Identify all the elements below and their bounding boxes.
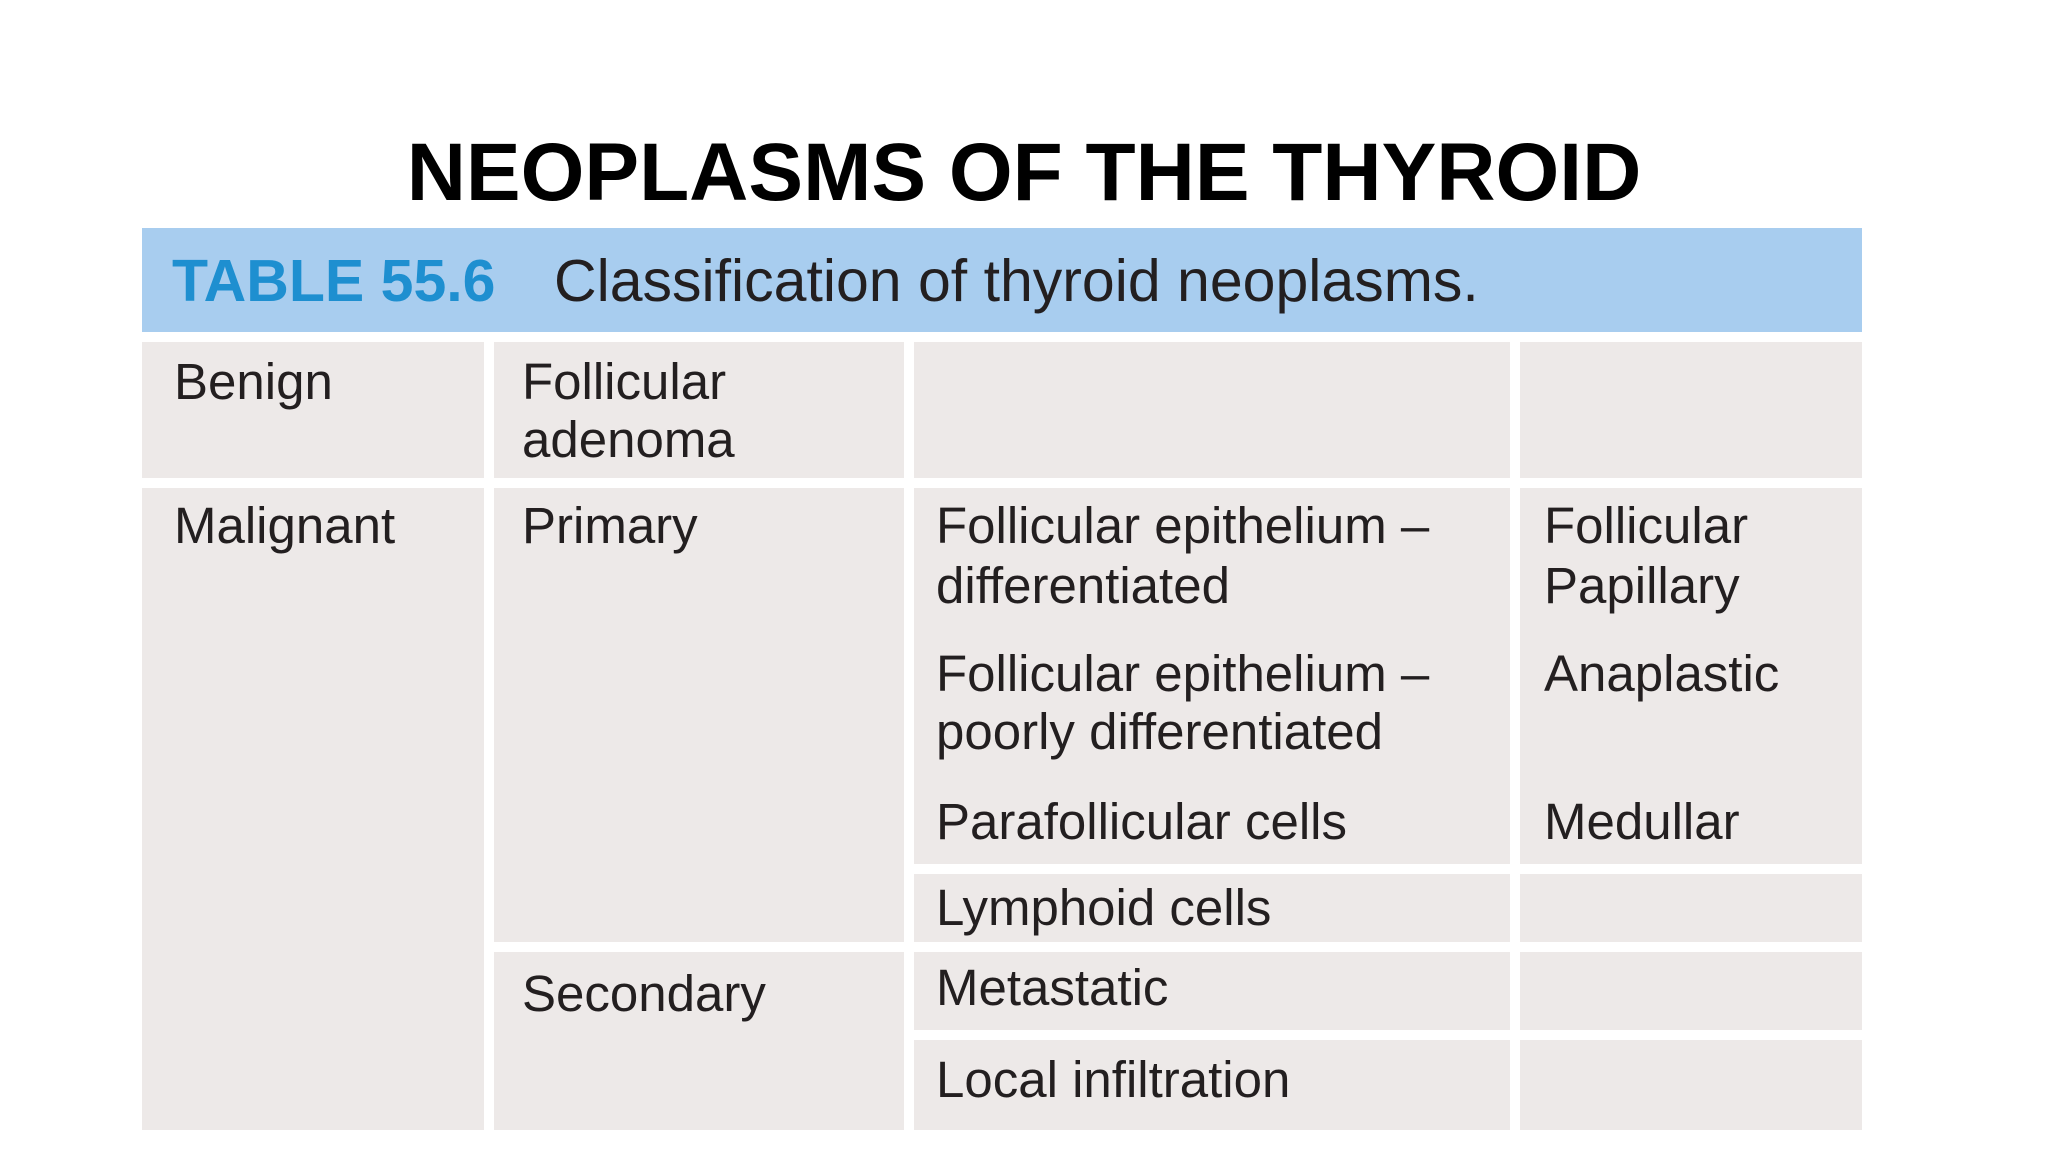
cell-follicular-adenoma xyxy=(494,342,904,478)
type-text-line2: Papillary xyxy=(1544,557,1740,614)
benign-type-line1: Follicular xyxy=(522,353,727,410)
category-benign: Benign xyxy=(174,353,333,410)
cell-origin-poorly-differentiated xyxy=(914,636,1510,784)
cell-type-medullar xyxy=(1520,784,1862,864)
category-malignant: Malignant xyxy=(174,497,396,554)
origin-text-line1: Lymphoid cells xyxy=(936,879,1272,936)
cell-type-local-infiltration-empty xyxy=(1520,1040,1862,1130)
cell-benign xyxy=(142,342,484,478)
cell-type-follicular-papillary xyxy=(1520,488,1862,636)
classification-table xyxy=(142,228,1862,1130)
origin-text-line1: Follicular epithelium – xyxy=(936,645,1430,702)
cell-origin-differentiated xyxy=(914,488,1510,636)
table-header xyxy=(142,228,1862,332)
cell-origin-lymphoid xyxy=(914,874,1510,942)
cell-type-anaplastic xyxy=(1520,636,1862,784)
origin-text-line1: Metastatic xyxy=(936,959,1169,1016)
slide-title: NEOPLASMS OF THE THYROID xyxy=(406,127,1642,218)
secondary-label: Secondary xyxy=(522,965,766,1022)
cell-benign-col4-empty xyxy=(1520,342,1862,478)
benign-type-line2: adenoma xyxy=(522,411,735,468)
cell-origin-metastatic xyxy=(914,952,1510,1030)
type-text-line1: Medullar xyxy=(1544,793,1740,850)
type-text-line1: Anaplastic xyxy=(1544,645,1780,702)
cell-secondary xyxy=(494,952,904,1130)
origin-text-line1: Parafollicular cells xyxy=(936,793,1347,850)
cell-origin-parafollicular xyxy=(914,784,1510,864)
cell-benign-col3-empty xyxy=(914,342,1510,478)
origin-text-line2: differentiated xyxy=(936,557,1230,614)
cell-primary xyxy=(494,488,904,942)
origin-text-line1: Follicular epithelium – xyxy=(936,497,1430,554)
table-caption: Classification of thyroid neoplasms. xyxy=(554,248,1479,314)
table-number: TABLE 55.6 xyxy=(172,248,496,314)
cell-origin-local-infiltration xyxy=(914,1040,1510,1130)
cell-malignant xyxy=(142,488,484,1130)
origin-text-line2: poorly differentiated xyxy=(936,703,1384,760)
primary-label: Primary xyxy=(522,497,698,554)
origin-text-line1: Local infiltration xyxy=(936,1051,1291,1108)
cell-type-lymphoid-empty xyxy=(1520,874,1862,942)
cell-type-metastatic-empty xyxy=(1520,952,1862,1030)
type-text-line1: Follicular xyxy=(1544,497,1749,554)
